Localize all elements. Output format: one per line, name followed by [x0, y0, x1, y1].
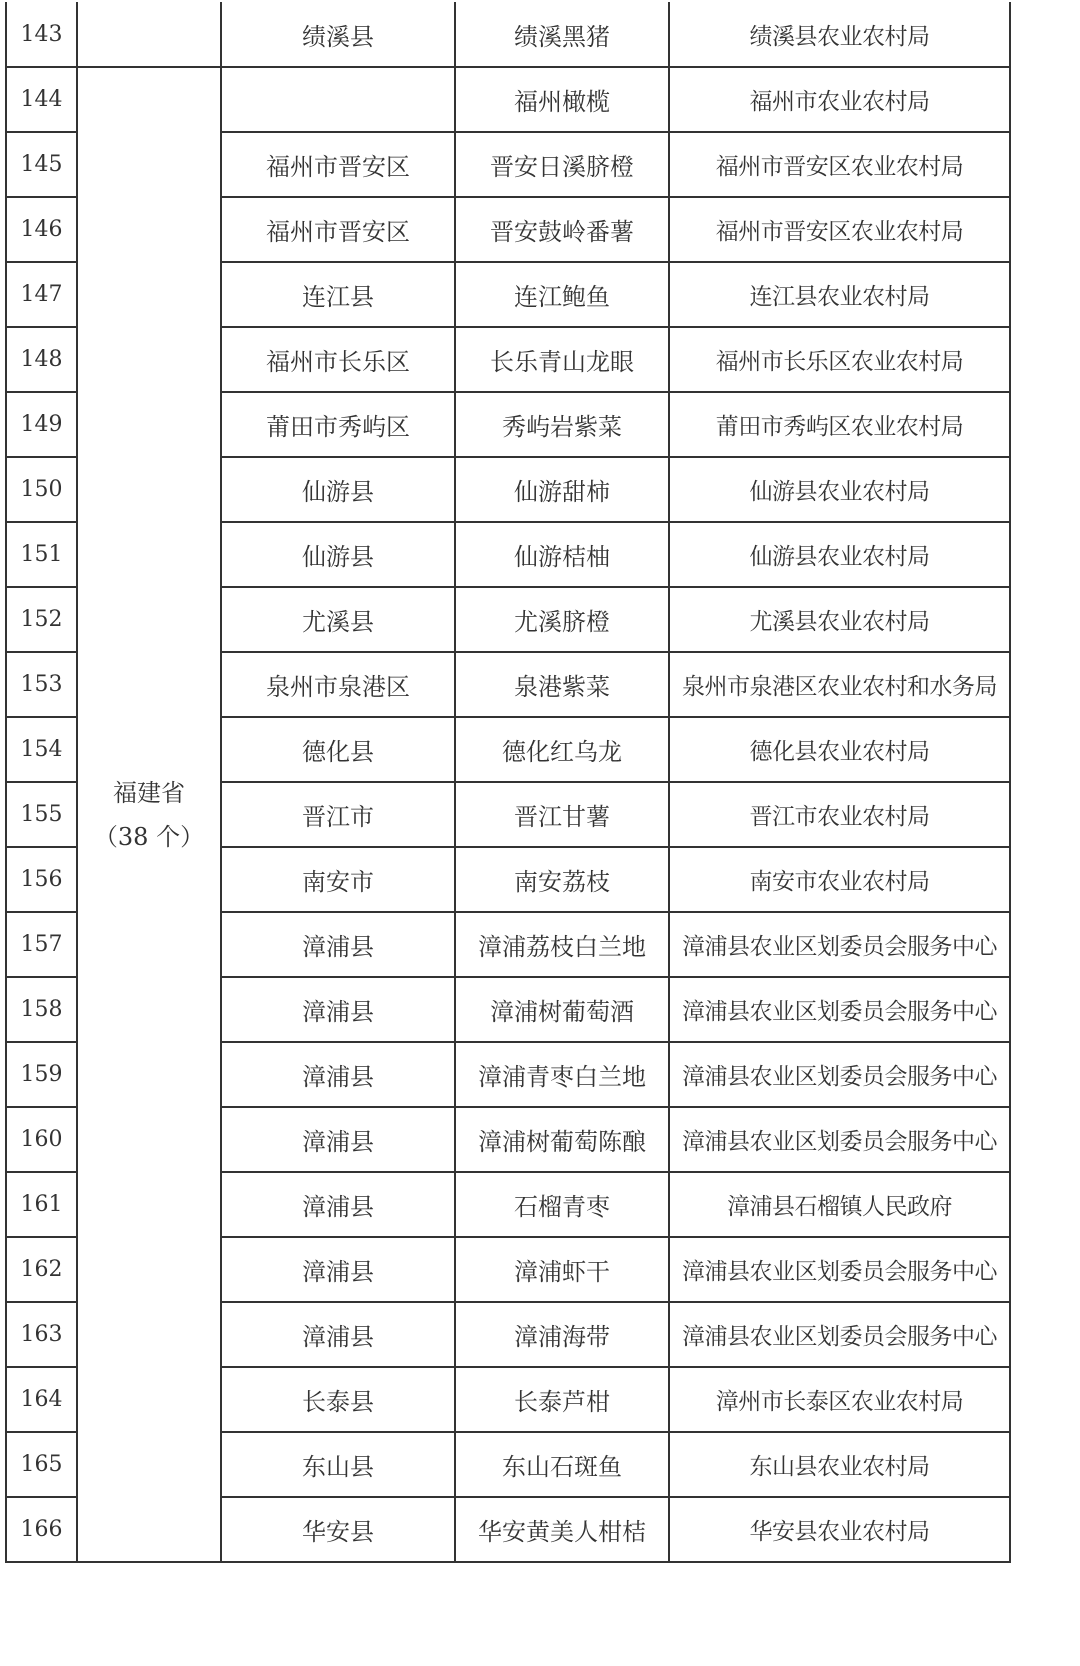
county-cell: 德化县 [221, 717, 455, 782]
product-cell: 德化红乌龙 [455, 717, 669, 782]
office-cell: 华安县农业农村局 [669, 1497, 1010, 1562]
product-table [5, 2, 1011, 1563]
row-number-cell: 164 [6, 1367, 77, 1432]
row-number-cell: 152 [6, 587, 77, 652]
office-cell: 泉州市泉港区农业农村和水务局 [669, 652, 1010, 717]
row-number-cell: 161 [6, 1172, 77, 1237]
row-number-cell: 165 [6, 1432, 77, 1497]
office-cell: 漳浦县农业区划委员会服务中心 [669, 1237, 1010, 1302]
office-cell: 福州市长乐区农业农村局 [669, 327, 1010, 392]
row-number-cell: 153 [6, 652, 77, 717]
row-number-cell: 158 [6, 977, 77, 1042]
county-cell: 仙游县 [221, 522, 455, 587]
product-cell: 晋安日溪脐橙 [455, 132, 669, 197]
row-number-cell: 166 [6, 1497, 77, 1562]
county-cell: 漳浦县 [221, 1107, 455, 1172]
county-cell: 连江县 [221, 262, 455, 327]
product-cell: 长乐青山龙眼 [455, 327, 669, 392]
office-cell: 晋江市农业农村局 [669, 782, 1010, 847]
row-number-cell: 146 [6, 197, 77, 262]
province-count: （38 个） [93, 822, 205, 851]
office-cell: 漳浦县农业区划委员会服务中心 [669, 977, 1010, 1042]
table-row [6, 2, 1010, 67]
county-cell: 东山县 [221, 1432, 455, 1497]
office-cell: 漳浦县石榴镇人民政府 [669, 1172, 1010, 1237]
product-cell: 漳浦虾干 [455, 1237, 669, 1302]
county-cell: 漳浦县 [221, 977, 455, 1042]
office-cell: 仙游县农业农村局 [669, 522, 1010, 587]
office-cell: 连江县农业农村局 [669, 262, 1010, 327]
office-cell: 漳浦县农业区划委员会服务中心 [669, 1107, 1010, 1172]
county-cell [221, 67, 455, 132]
county-cell: 泉州市泉港区 [221, 652, 455, 717]
product-cell: 尤溪脐橙 [455, 587, 669, 652]
county-cell: 仙游县 [221, 457, 455, 522]
office-cell: 尤溪县农业农村局 [669, 587, 1010, 652]
province-cell [77, 67, 221, 1562]
product-cell: 华安黄美人柑桔 [455, 1497, 669, 1562]
table-body [6, 2, 1010, 1562]
county-cell: 莆田市秀屿区 [221, 392, 455, 457]
office-cell: 漳州市长泰区农业农村局 [669, 1367, 1010, 1432]
office-cell: 德化县农业农村局 [669, 717, 1010, 782]
table-row [6, 67, 1010, 132]
product-cell: 晋江甘薯 [455, 782, 669, 847]
row-number-cell: 145 [6, 132, 77, 197]
county-cell: 福州市长乐区 [221, 327, 455, 392]
county-cell: 华安县 [221, 1497, 455, 1562]
row-number-cell: 151 [6, 522, 77, 587]
product-cell: 东山石斑鱼 [455, 1432, 669, 1497]
office-cell: 漳浦县农业区划委员会服务中心 [669, 1302, 1010, 1367]
product-cell: 泉港紫菜 [455, 652, 669, 717]
product-cell: 石榴青枣 [455, 1172, 669, 1237]
product-cell: 晋安鼓岭番薯 [455, 197, 669, 262]
row-number-cell: 160 [6, 1107, 77, 1172]
county-cell: 漳浦县 [221, 1172, 455, 1237]
county-cell: 绩溪县 [221, 2, 455, 67]
product-cell: 漳浦树葡萄酒 [455, 977, 669, 1042]
product-cell: 秀屿岩紫菜 [455, 392, 669, 457]
province-cell-previous [77, 2, 221, 67]
product-cell: 仙游桔柚 [455, 522, 669, 587]
row-number-cell: 157 [6, 912, 77, 977]
county-cell: 漳浦县 [221, 1237, 455, 1302]
office-cell: 福州市晋安区农业农村局 [669, 132, 1010, 197]
product-cell: 南安荔枝 [455, 847, 669, 912]
office-cell: 绩溪县农业农村局 [669, 2, 1010, 67]
county-cell: 漳浦县 [221, 912, 455, 977]
office-cell: 莆田市秀屿区农业农村局 [669, 392, 1010, 457]
row-number-cell: 155 [6, 782, 77, 847]
office-cell: 福州市农业农村局 [669, 67, 1010, 132]
county-cell: 晋江市 [221, 782, 455, 847]
product-cell: 绩溪黑猪 [455, 2, 669, 67]
product-cell: 漳浦海带 [455, 1302, 669, 1367]
office-cell: 南安市农业农村局 [669, 847, 1010, 912]
row-number-cell: 162 [6, 1237, 77, 1302]
office-cell: 福州市晋安区农业农村局 [669, 197, 1010, 262]
county-cell: 尤溪县 [221, 587, 455, 652]
product-cell: 漳浦树葡萄陈酿 [455, 1107, 669, 1172]
product-table-container [5, 2, 1011, 1563]
office-cell: 东山县农业农村局 [669, 1432, 1010, 1497]
office-cell: 漳浦县农业区划委员会服务中心 [669, 1042, 1010, 1107]
row-number-cell: 143 [6, 2, 77, 67]
product-cell: 漳浦青枣白兰地 [455, 1042, 669, 1107]
county-cell: 福州市晋安区 [221, 197, 455, 262]
county-cell: 福州市晋安区 [221, 132, 455, 197]
county-cell: 漳浦县 [221, 1042, 455, 1107]
product-cell: 仙游甜柿 [455, 457, 669, 522]
row-number-cell: 147 [6, 262, 77, 327]
office-cell: 仙游县农业农村局 [669, 457, 1010, 522]
row-number-cell: 144 [6, 67, 77, 132]
county-cell: 长泰县 [221, 1367, 455, 1432]
product-cell: 漳浦荔枝白兰地 [455, 912, 669, 977]
province-name: 福建省 [113, 778, 185, 807]
row-number-cell: 150 [6, 457, 77, 522]
row-number-cell: 156 [6, 847, 77, 912]
row-number-cell: 159 [6, 1042, 77, 1107]
row-number-cell: 154 [6, 717, 77, 782]
office-cell: 漳浦县农业区划委员会服务中心 [669, 912, 1010, 977]
product-cell: 长泰芦柑 [455, 1367, 669, 1432]
row-number-cell: 163 [6, 1302, 77, 1367]
county-cell: 漳浦县 [221, 1302, 455, 1367]
product-cell: 福州橄榄 [455, 67, 669, 132]
row-number-cell: 148 [6, 327, 77, 392]
county-cell: 南安市 [221, 847, 455, 912]
row-number-cell: 149 [6, 392, 77, 457]
product-cell: 连江鲍鱼 [455, 262, 669, 327]
